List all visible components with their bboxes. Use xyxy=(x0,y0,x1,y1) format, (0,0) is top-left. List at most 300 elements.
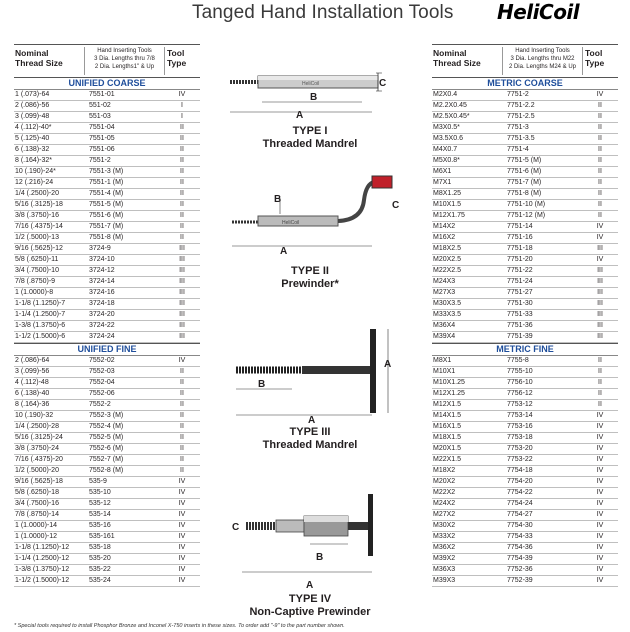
tool-part-number-cell: 7751-6 (M) xyxy=(507,168,542,175)
thread-size-cell: M27X2 xyxy=(433,511,456,518)
tool-part-number-cell: 3724-24 xyxy=(89,333,115,340)
table-row xyxy=(432,277,618,288)
header-tool-type: Tool Type xyxy=(167,48,187,68)
tool-part-number-cell: 7551-05 xyxy=(89,135,115,142)
table-row xyxy=(14,488,200,499)
table-row xyxy=(14,244,200,255)
thread-size-cell: 4 (.112)-40* xyxy=(15,124,52,131)
thread-size-cell: M12X1.5 xyxy=(433,401,462,408)
table-row xyxy=(432,367,618,378)
thread-size-cell: M6X1 xyxy=(433,168,452,175)
table-row xyxy=(14,422,200,433)
thread-size-cell: 3 (.099)-56 xyxy=(15,368,50,375)
tool-type-cell: IV xyxy=(596,566,604,573)
thread-size-cell: 1 (1.0000)-12 xyxy=(15,533,58,540)
table-row xyxy=(432,178,618,189)
tool-type-cell: IV xyxy=(178,478,186,485)
table-row xyxy=(14,255,200,266)
tool-type-cell: II xyxy=(180,146,184,153)
tool-type-cell: IV xyxy=(596,555,604,562)
thread-size-cell: 7/8 (.8750)-14 xyxy=(15,511,59,518)
tool-part-number-cell: 7751-33 xyxy=(507,311,533,318)
tool-part-number-cell: 7751-7 (M) xyxy=(507,179,542,186)
thread-size-cell: 1-1/4 (1.2500)-7 xyxy=(15,311,66,318)
tool-part-number-cell: 7552-8 (M) xyxy=(89,467,124,474)
tool-part-number-cell: 7551-01 xyxy=(89,91,115,98)
tool-part-number-cell: 7751-5 (M) xyxy=(507,157,542,164)
type-2-tool-illustration xyxy=(222,170,407,260)
thread-size-cell: 8 (.164)-32* xyxy=(15,157,52,164)
table-row xyxy=(432,266,618,277)
table-row xyxy=(14,211,200,222)
thread-size-cell: 1/2 (.5000)-20 xyxy=(15,467,59,474)
tool-part-number-cell: 7751-3 xyxy=(507,124,529,131)
table-row xyxy=(432,156,618,167)
tool-type-cell: IV xyxy=(178,357,186,364)
table-row xyxy=(14,400,200,411)
thread-size-cell: M18X1.5 xyxy=(433,434,462,441)
table-row xyxy=(432,521,618,532)
table-row xyxy=(14,389,200,400)
table-row xyxy=(432,244,618,255)
tool-type-cell: IV xyxy=(596,234,604,241)
tool-part-number-cell: 7751-24 xyxy=(507,278,533,285)
section-metric-fine: METRIC FINE xyxy=(432,344,618,356)
thread-size-cell: 1/4 (.2500)-28 xyxy=(15,423,59,430)
dimension-a-vertical-label: A xyxy=(384,359,392,370)
thread-size-cell: M14X1.5 xyxy=(433,412,462,419)
table-row xyxy=(432,310,618,321)
table-row xyxy=(432,455,618,466)
tool-type-cell: III xyxy=(597,322,603,329)
tool-part-number-cell: 7753-14 xyxy=(507,412,533,419)
table-row xyxy=(432,189,618,200)
tool-type-cell: III xyxy=(597,333,603,340)
thread-size-cell: M20X2 xyxy=(433,478,456,485)
right-table xyxy=(432,44,618,587)
table-row xyxy=(14,356,200,367)
tool-part-number-cell: 7551-8 (M) xyxy=(89,234,124,241)
thread-size-cell: M12X1.25 xyxy=(433,390,465,397)
dimension-a-label: A xyxy=(308,415,316,425)
thread-size-cell: 5/8 (.6250)-18 xyxy=(15,489,59,496)
table-row xyxy=(432,167,618,178)
tool-part-number-cell: 7751-14 xyxy=(507,223,533,230)
tool-type-cell: III xyxy=(597,278,603,285)
table-row xyxy=(14,277,200,288)
tool-part-number-cell: 7751-39 xyxy=(507,333,533,340)
header-tool-type: Tool Type xyxy=(585,48,605,68)
table-row xyxy=(14,433,200,444)
thread-size-cell: M16X2 xyxy=(433,234,456,241)
tool-type-cell: II xyxy=(598,135,602,142)
tool-type-cell: II xyxy=(598,368,602,375)
tool-part-number-cell: 3724-10 xyxy=(89,256,115,263)
thread-size-cell: 7/16 (.4375)-14 xyxy=(15,223,63,230)
dimension-a-label: A xyxy=(306,580,314,591)
tool-part-number-cell: 3724-20 xyxy=(89,311,115,318)
type-2-title: TYPE II xyxy=(291,265,329,277)
tool-part-number-cell: 7751-36 xyxy=(507,322,533,329)
tool-part-number-cell: 7751-8 (M) xyxy=(507,190,542,197)
table-row xyxy=(14,477,200,488)
type-2-name: Prewinder* xyxy=(281,278,339,290)
tool-type-cell: III xyxy=(179,300,185,307)
table-row xyxy=(14,378,200,389)
tool-type-cell: II xyxy=(598,390,602,397)
table-row xyxy=(432,211,618,222)
thread-size-cell: 3/8 (.3750)-16 xyxy=(15,212,59,219)
tool-part-number-cell: 7754-36 xyxy=(507,544,533,551)
tool-part-number-cell: 3724-14 xyxy=(89,278,115,285)
section-unified-coarse: UNIFIED COARSE xyxy=(14,78,200,90)
tool-type-cell: IV xyxy=(596,577,604,584)
tool-type-cell: II xyxy=(180,124,184,131)
table-row xyxy=(14,455,200,466)
thread-size-cell: 2 (.086)-56 xyxy=(15,102,50,109)
tool-part-number-cell: 7752-39 xyxy=(507,577,533,584)
tool-type-cell: IV xyxy=(596,478,604,485)
header-nominal-thread-size: Nominal Thread Size xyxy=(433,48,481,68)
thread-size-cell: 3/4 (.7500)-10 xyxy=(15,267,59,274)
thread-size-cell: M27X3 xyxy=(433,289,456,296)
thread-size-cell: 1 (1.0000)-14 xyxy=(15,522,58,529)
thread-size-cell: 3 (.099)-48 xyxy=(15,113,50,120)
table-row xyxy=(14,332,200,343)
thread-size-cell: 1-1/8 (1.1250)-7 xyxy=(15,300,66,307)
tool-type-cell: IV xyxy=(596,500,604,507)
tool-part-number-cell: 7753-16 xyxy=(507,423,533,430)
thread-size-cell: 1 (1.0000)-8 xyxy=(15,289,54,296)
tool-type-cell: IV xyxy=(596,445,604,452)
thread-size-cell: M14X2 xyxy=(433,223,456,230)
thread-size-cell: M8X1 xyxy=(433,357,452,364)
table-row xyxy=(432,101,618,112)
tool-type-cell: II xyxy=(598,190,602,197)
tool-type-cell: II xyxy=(598,146,602,153)
thread-size-cell: M24X2 xyxy=(433,500,456,507)
thread-size-cell: M10X1 xyxy=(433,368,456,375)
tool-part-number-cell: 7753-18 xyxy=(507,434,533,441)
footnote: * Special tools required to install Phosphor Bronze and Inconel X-750 inserts in these sizes. To order add "-9" to the part number shown. xyxy=(14,623,345,629)
tool-type-cell: II xyxy=(180,423,184,430)
dimension-c-label: C xyxy=(232,522,240,533)
thread-size-cell: M18X2 xyxy=(433,467,456,474)
table-row xyxy=(14,411,200,422)
tool-type-cell: II xyxy=(598,157,602,164)
type-3-tool-illustration xyxy=(222,325,412,425)
tool-type-cell: II xyxy=(180,135,184,142)
tool-type-cell: II xyxy=(180,179,184,186)
tool-part-number-cell: 7552-4 (M) xyxy=(89,423,124,430)
tool-type-cell: IV xyxy=(596,467,604,474)
tool-part-number-cell: 7552-7 (M) xyxy=(89,456,124,463)
tool-part-number-cell: 535-22 xyxy=(89,566,111,573)
table-row xyxy=(14,90,200,101)
thread-size-cell: 9/16 (.5625)-12 xyxy=(15,245,63,252)
tool-part-number-cell: 7552-6 (M) xyxy=(89,445,124,452)
tool-part-number-cell: 7552-5 (M) xyxy=(89,434,124,441)
table-row xyxy=(432,554,618,565)
tool-part-number-cell: 7751-20 xyxy=(507,256,533,263)
thread-size-cell: 10 (.190)-32 xyxy=(15,412,54,419)
table-row xyxy=(14,499,200,510)
table-row xyxy=(14,134,200,145)
thread-size-cell: M33X3.5 xyxy=(433,311,462,318)
table-row xyxy=(14,200,200,211)
tool-part-number-cell: 7751-18 xyxy=(507,245,533,252)
tool-part-number-cell: 535-161 xyxy=(89,533,115,540)
tool-type-cell: II xyxy=(180,368,184,375)
tool-part-number-cell: 7751-2.5 xyxy=(507,113,535,120)
page-title: Tanged Hand Installation Tools xyxy=(192,2,454,23)
tool-part-number-cell: 3724-12 xyxy=(89,267,115,274)
thread-size-cell: 2 (.086)-64 xyxy=(15,357,50,364)
thread-size-cell: M4X0.7 xyxy=(433,146,458,153)
tool-part-number-cell: 7751-10 (M) xyxy=(507,201,546,208)
table-row xyxy=(432,288,618,299)
thread-size-cell: 12 (.216)-24 xyxy=(15,179,54,186)
tool-part-number-cell: 7754-22 xyxy=(507,489,533,496)
tool-part-number-cell: 7752-36 xyxy=(507,566,533,573)
tool-type-cell: II xyxy=(598,124,602,131)
tool-part-number-cell: 7754-39 xyxy=(507,555,533,562)
table-row xyxy=(14,554,200,565)
tool-part-number-cell: 7552-04 xyxy=(89,379,115,386)
tool-part-number-cell: 7754-18 xyxy=(507,467,533,474)
tool-type-cell: II xyxy=(180,201,184,208)
tool-type-cell: II xyxy=(180,379,184,386)
table-row xyxy=(14,178,200,189)
tool-part-number-cell: 7552-2 xyxy=(89,401,111,408)
tool-type-cell: II xyxy=(598,168,602,175)
tool-part-number-cell: 7751-2 xyxy=(507,91,529,98)
tool-part-number-cell: 7754-27 xyxy=(507,511,533,518)
table-row xyxy=(432,400,618,411)
header-hand-inserting-tools: Hand Inserting Tools 3 Dia. Lengths thru M22 2 Dia. Lengths M24 & Up xyxy=(502,47,583,75)
tool-type-cell: IV xyxy=(178,511,186,518)
table-row xyxy=(432,123,618,134)
thread-size-cell: 5/16 (.3125)-24 xyxy=(15,434,63,441)
tool-type-cell: II xyxy=(598,113,602,120)
tool-part-number-cell: 535-12 xyxy=(89,500,111,507)
table-row xyxy=(14,156,200,167)
tool-part-number-cell: 7751-2.2 xyxy=(507,102,535,109)
section-metric-coarse: METRIC COARSE xyxy=(432,78,618,90)
tool-type-cell: II xyxy=(180,434,184,441)
tool-type-cell: II xyxy=(598,379,602,386)
tool-type-cell: III xyxy=(597,300,603,307)
tool-type-cell: II xyxy=(180,390,184,397)
tool-type-cell: II xyxy=(598,357,602,364)
dimension-a-label: A xyxy=(280,246,288,257)
tool-part-number-cell: 7551-6 (M) xyxy=(89,212,124,219)
thread-size-cell: M30X3.5 xyxy=(433,300,462,307)
tool-brand-label: HeliCoil xyxy=(302,81,320,87)
thread-size-cell: M22X2.5 xyxy=(433,267,462,274)
tool-type-cell: III xyxy=(179,289,185,296)
thread-size-cell: 1-3/8 (1.3750)-12 xyxy=(15,566,70,573)
tool-type-cell: I xyxy=(181,113,183,120)
dimension-c-label: C xyxy=(392,200,400,211)
type-3-name: Threaded Mandrel xyxy=(262,439,358,451)
tool-type-cell: IV xyxy=(596,423,604,430)
dimension-b-label: B xyxy=(274,194,282,205)
tool-type-cell: III xyxy=(597,311,603,318)
dimension-c-label: C xyxy=(379,78,387,89)
type-3-caption xyxy=(240,426,380,452)
tool-part-number-cell: 535-10 xyxy=(89,489,111,496)
table-row xyxy=(14,233,200,244)
thread-size-cell: 7/16 (.4375)-20 xyxy=(15,456,63,463)
type-4-title: TYPE IV xyxy=(288,593,332,605)
tool-part-number-cell: 7751-27 xyxy=(507,289,533,296)
thread-size-cell: M3.5X0.6 xyxy=(433,135,463,142)
table-row xyxy=(432,499,618,510)
thread-size-cell: M36X2 xyxy=(433,544,456,551)
table-row xyxy=(432,532,618,543)
table-row xyxy=(14,466,200,477)
tool-part-number-cell: 551-02 xyxy=(89,102,111,109)
tool-part-number-cell: 551-03 xyxy=(89,113,111,120)
table-row xyxy=(14,521,200,532)
thread-size-cell: M20X2.5 xyxy=(433,256,462,263)
tool-part-number-cell: 7552-03 xyxy=(89,368,115,375)
table-row xyxy=(432,422,618,433)
tool-type-cell: IV xyxy=(178,533,186,540)
left-table xyxy=(14,44,200,587)
tool-part-number-cell: 7751-22 xyxy=(507,267,533,274)
unified-coarse-rows xyxy=(14,90,200,343)
thread-size-cell: 5 (.125)-40 xyxy=(15,135,50,142)
tool-type-cell: II xyxy=(180,223,184,230)
tool-type-cell: II xyxy=(180,401,184,408)
thread-size-cell: M36X3 xyxy=(433,566,456,573)
tool-part-number-cell: 7754-24 xyxy=(507,500,533,507)
thread-size-cell: M12X1.75 xyxy=(433,212,465,219)
tool-part-number-cell: 7552-3 (M) xyxy=(89,412,124,419)
table-row xyxy=(432,134,618,145)
thread-size-cell: 1-1/8 (1.1250)-12 xyxy=(15,544,70,551)
table-row xyxy=(14,222,200,233)
tool-type-cell: IV xyxy=(596,533,604,540)
table-row xyxy=(432,321,618,332)
tool-type-cell: III xyxy=(597,289,603,296)
table-row xyxy=(14,543,200,554)
thread-size-cell: M2.5X0.45* xyxy=(433,113,470,120)
type-1-tool-illustration xyxy=(222,60,402,120)
tool-type-cell: IV xyxy=(178,91,186,98)
tool-type-cell: III xyxy=(179,333,185,340)
table-row xyxy=(432,488,618,499)
table-row xyxy=(432,112,618,123)
table-row xyxy=(432,565,618,576)
table-row xyxy=(432,222,618,233)
type-2-caption xyxy=(240,265,380,291)
thread-size-cell: 1/4 (.2500)-20 xyxy=(15,190,59,197)
tool-brand-label: HeliCoil xyxy=(282,220,300,226)
dimension-b-label: B xyxy=(310,92,318,103)
tool-type-cell: II xyxy=(180,412,184,419)
tool-part-number-cell: 7751-3.5 xyxy=(507,135,535,142)
thread-size-cell: 3/4 (.7500)-16 xyxy=(15,500,59,507)
thread-size-cell: 6 (.138)-32 xyxy=(15,146,50,153)
thread-size-cell: M33X2 xyxy=(433,533,456,540)
type-1-title: TYPE I xyxy=(292,125,328,137)
tool-type-cell: IV xyxy=(596,434,604,441)
tool-part-number-cell: 7551-3 (M) xyxy=(89,168,124,175)
thread-size-cell: 1-1/2 (1.5000)-12 xyxy=(15,577,70,584)
tool-type-cell: I xyxy=(181,102,183,109)
table-row xyxy=(14,565,200,576)
table-row xyxy=(432,356,618,367)
tool-type-cell: II xyxy=(598,201,602,208)
tool-part-number-cell: 7753-22 xyxy=(507,456,533,463)
left-table-header xyxy=(14,44,200,78)
thread-size-cell: M39X2 xyxy=(433,555,456,562)
tool-part-number-cell: 3724-18 xyxy=(89,300,115,307)
thread-size-cell: M39X4 xyxy=(433,333,456,340)
thread-size-cell: M20X1.5 xyxy=(433,445,462,452)
tool-part-number-cell: 7756-12 xyxy=(507,390,533,397)
table-row xyxy=(432,255,618,266)
thread-size-cell: M30X2 xyxy=(433,522,456,529)
table-row xyxy=(432,543,618,554)
header-nominal-thread-size: Nominal Thread Size xyxy=(15,48,63,68)
tool-type-cell: II xyxy=(180,456,184,463)
table-row xyxy=(14,112,200,123)
thread-size-cell: M16X1.5 xyxy=(433,423,462,430)
type-3-title: TYPE III xyxy=(289,426,331,438)
table-row xyxy=(432,477,618,488)
tool-part-number-cell: 535-14 xyxy=(89,511,111,518)
tool-part-number-cell: 7756-10 xyxy=(507,379,533,386)
table-row xyxy=(14,299,200,310)
table-row xyxy=(14,145,200,156)
table-row xyxy=(14,321,200,332)
thread-size-cell: 1-3/8 (1.3750)-6 xyxy=(15,322,66,329)
tool-type-cell: IV xyxy=(596,544,604,551)
thread-size-cell: M24X3 xyxy=(433,278,456,285)
thread-size-cell: M2.2X0.45 xyxy=(433,102,467,109)
tool-part-number-cell: 7551-2 xyxy=(89,157,111,164)
tool-type-cell: II xyxy=(180,157,184,164)
dimension-a-label: A xyxy=(296,110,304,120)
table-row xyxy=(14,510,200,521)
table-row xyxy=(14,189,200,200)
type-4-tool-illustration xyxy=(222,490,412,592)
tool-type-cell: II xyxy=(598,212,602,219)
table-row xyxy=(14,266,200,277)
tool-part-number-cell: 535-20 xyxy=(89,555,111,562)
tool-part-number-cell: 7551-1 (M) xyxy=(89,179,124,186)
table-row xyxy=(432,444,618,455)
thread-size-cell: 1-1/4 (1.2500)-12 xyxy=(15,555,70,562)
thread-size-cell: 7/8 (.8750)-9 xyxy=(15,278,56,285)
tool-type-cell: II xyxy=(180,168,184,175)
type-1-caption xyxy=(240,125,380,151)
thread-size-cell: 6 (.138)-40 xyxy=(15,390,50,397)
thread-size-cell: 1/2 (.5000)-13 xyxy=(15,234,59,241)
thread-size-cell: 9/16 (.5625)-18 xyxy=(15,478,63,485)
tool-part-number-cell: 535-24 xyxy=(89,577,111,584)
thread-size-cell: M10X1.5 xyxy=(433,201,462,208)
tool-part-number-cell: 7551-04 xyxy=(89,124,115,131)
tool-type-cell: II xyxy=(180,467,184,474)
thread-size-cell: M2X0.4 xyxy=(433,91,458,98)
tool-type-cell: IV xyxy=(596,256,604,263)
tool-type-cell: IV xyxy=(178,500,186,507)
